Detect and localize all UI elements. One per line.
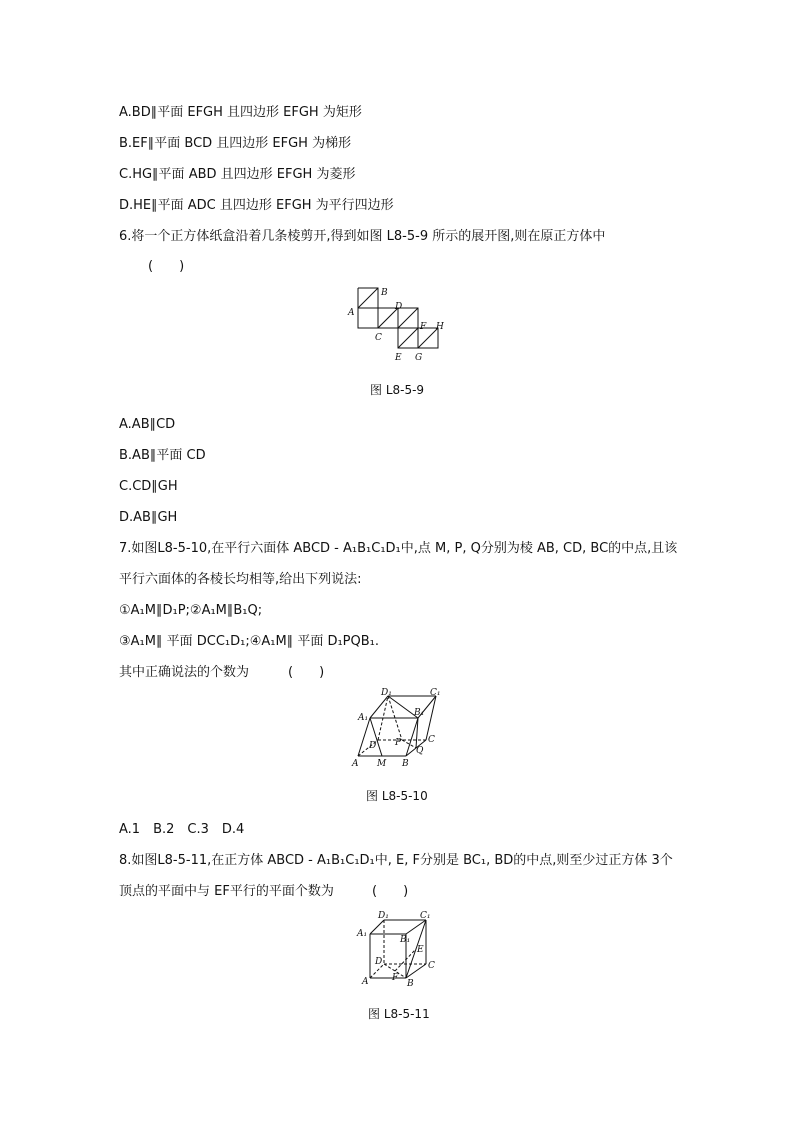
label-d1: D₁ (381, 688, 392, 698)
figure-caption-l8-5-11: 图 L8-5-11 (368, 1007, 430, 1021)
label-c1: C₁ (420, 911, 431, 921)
q8-stem-line2: 顶点的平面中与 EF平行的平面个数为 (119, 884, 334, 899)
figure-caption-l8-5-9: 图 L8-5-9 (370, 383, 425, 397)
q6-option-c: C.CD∥GH (119, 479, 178, 494)
figure-caption-l8-5-10: 图 L8-5-10 (366, 789, 428, 803)
label-g: G (415, 353, 423, 363)
label-d1: D₁ (378, 911, 389, 921)
label-m: M (377, 759, 387, 769)
q5-option-d: D.HE∥平面 ADC 且四边形 EFGH 为平行四边形 (119, 198, 394, 213)
label-b: B (381, 288, 388, 298)
label-a: A (362, 977, 369, 987)
edge-b1c1 (406, 920, 426, 934)
label-b: B (402, 759, 409, 769)
label-c: C (375, 333, 382, 343)
q7-statements-3-4: ③A₁M∥ 平面 DCC₁D₁;④A₁M∥ 平面 D₁PQB₁. (119, 634, 380, 649)
q6-option-a: A.AB∥CD (119, 417, 176, 432)
q5-option-a: A.BD∥平面 EFGH 且四边形 EFGH 为矩形 (119, 105, 362, 120)
q6-option-d: D.AB∥GH (119, 510, 178, 525)
q6-answer-paren: ( ) (148, 259, 185, 274)
label-e: E (395, 353, 402, 363)
q7-stem-line1: 7.如图L8-5-10,在平行六面体 ABCD - A₁B₁C₁D₁中,点 M, P, Q分别为棱 AB, CD, BC的中点,且该 (119, 541, 678, 556)
q7-question: 其中正确说法的个数为 (119, 665, 250, 680)
label-e: E (417, 945, 424, 955)
label-f: F (392, 973, 399, 983)
q7-options: A.1 B.2 C.3 D.4 (119, 822, 245, 837)
edge-bc (406, 964, 426, 978)
label-c1: C₁ (430, 688, 441, 698)
figure-l8-5-10-parallelepiped (348, 688, 448, 770)
q8-answer-paren: ( ) (372, 884, 409, 899)
label-c: C (428, 735, 435, 745)
q7-statements-1-2: ①A₁M∥D₁P;②A₁M∥B₁Q; (119, 603, 263, 618)
label-p: P (395, 738, 402, 748)
q6-option-b: B.AB∥平面 CD (119, 448, 206, 463)
q7-stem-line2: 平行六面体的各棱长均相等,给出下列说法: (119, 572, 362, 587)
net-diagonal-ab (358, 288, 378, 308)
label-d: D (375, 957, 383, 967)
label-d: D (395, 302, 403, 312)
label-q: Q (416, 746, 424, 756)
label-a: A (352, 759, 359, 769)
label-a: A (348, 308, 355, 318)
q5-option-b: B.EF∥平面 BCD 且四边形 EFGH 为梯形 (119, 136, 352, 151)
q5-option-c: C.HG∥平面 ABD 且四边形 EFGH 为菱形 (119, 167, 356, 182)
q7-answer-paren: ( ) (288, 665, 325, 680)
edge-a1d1 (370, 696, 388, 718)
figure-l8-5-11-cube (354, 908, 444, 990)
label-b1: B₁ (414, 708, 425, 718)
label-c: C (428, 961, 435, 971)
label-a1: A₁ (357, 929, 368, 939)
label-b1: B₁ (400, 935, 411, 945)
label-a1: A₁ (358, 713, 369, 723)
edge-a1d1 (370, 920, 384, 934)
q6-stem: 6.将一个正方体纸盒沿着几条棱剪开,得到如图 L8-5-9 所示的展开图,则在原正方体中 (119, 229, 606, 244)
label-h: H (436, 322, 444, 332)
label-d: D (369, 741, 377, 751)
figure-l8-5-9-cube-net (343, 283, 455, 365)
label-b: B (407, 979, 414, 989)
q8-stem-line1: 8.如图L8-5-11,在正方体 ABCD - A₁B₁C₁D₁中, E, F分别是 BC₁, BD的中点,则至少过正方体 3个 (119, 853, 673, 868)
label-f: F (420, 322, 427, 332)
